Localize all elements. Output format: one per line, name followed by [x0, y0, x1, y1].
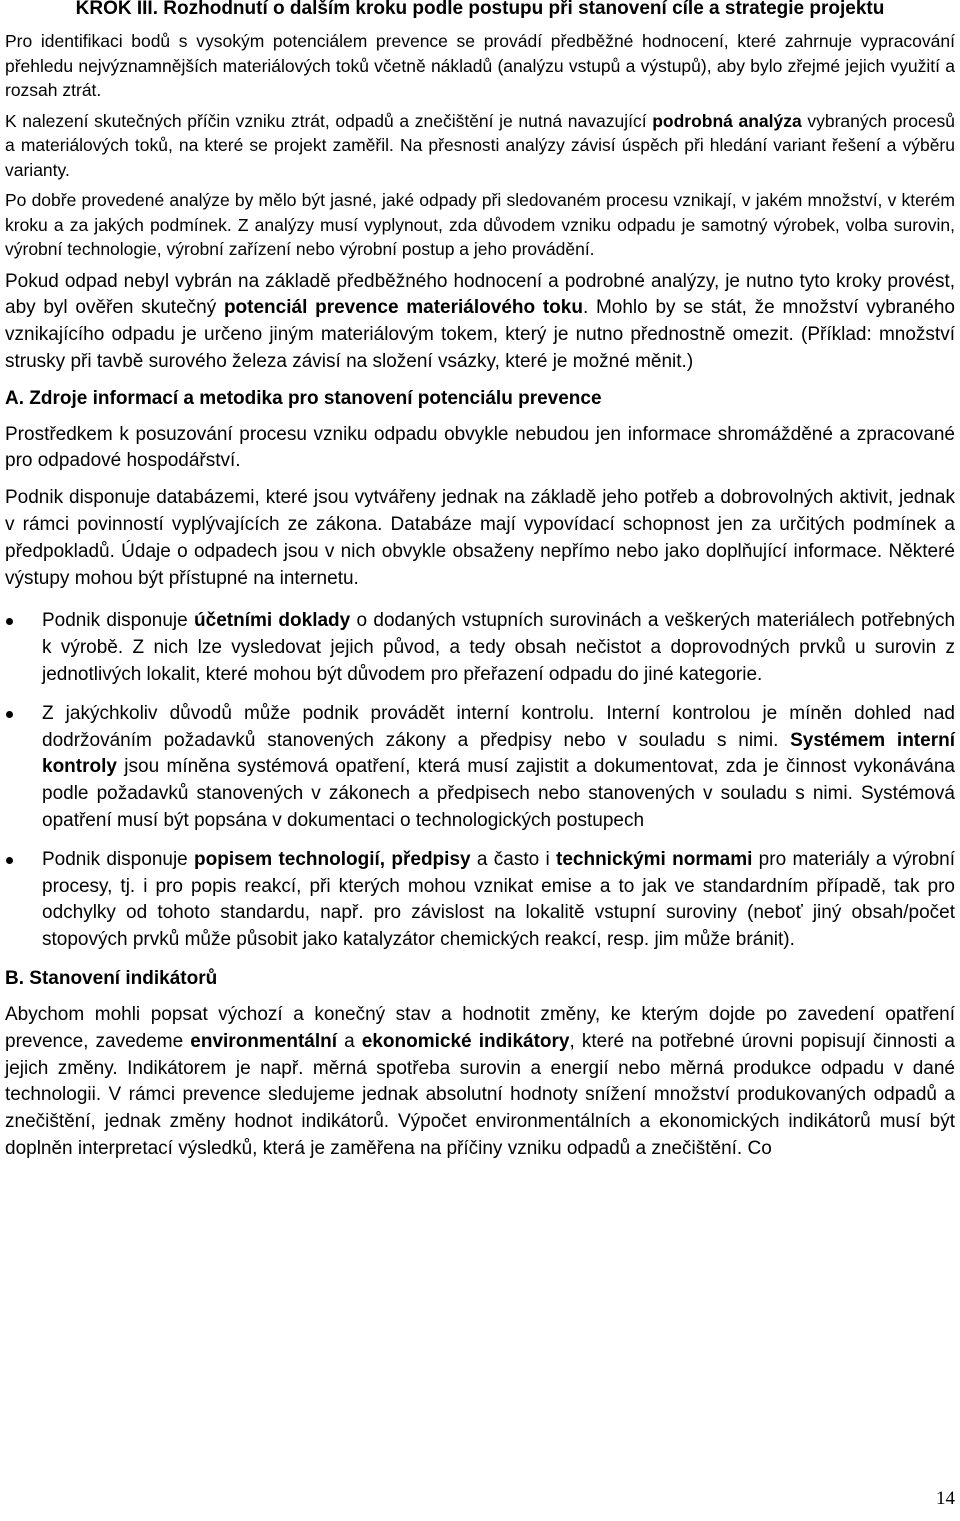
- analysis-paragraph: Po dobře provedené analýze by mělo být jasné, jaké odpady při sledovaném procesu vznikají, v jakém množství, v kterém kroku a za jakých podmínek. Z analýzy musí vyplynout, zda důvodem vzniku odpadu je samotný výrobek, volba surovin, výrobní technologie, výrobní zařízení nebo výrobní postup a jeho provádění.: [5, 190, 955, 259]
- section-a-bullet-list: [5, 608, 955, 954]
- p4-text-before: Pokud odpad nebyl vybrán na základě předběžného hodnocení a podrobné analýzy, je nutno tyto kroky provést, aby byl ověřen skutečný: [5, 270, 955, 319]
- intro-p2-text-after: vybraných procesů a materiálových toků, na které se projekt zaměřil. Na přesnosti analýzy závisí úspěch při hledání variant řešení a výběru varianty.: [5, 110, 955, 180]
- list-item: [5, 608, 955, 688]
- section-b-heading: B. Stanovení indikátorů: [5, 968, 218, 990]
- bullet-icon: [6, 711, 13, 718]
- intro-paragraph-1: Pro identifikaci bodů s vysokým potenciálem prevence se provádí předběžné hodnocení, které zahrnuje vypracování přehledu nejvýznamnějších materiálových toků včetně nákladů (analýzu vstupů a výstupů), aby bylo zřejmé jejich využití a rozsah ztrát.: [5, 31, 955, 100]
- section-a-paragraph-1: Prostředkem k posuzování procesu vzniku odpadu obvykle nebudou jen informace shromážděné a zpracované pro odpadové hospodářství.: [5, 423, 955, 472]
- bullet-2-text-after: jsou míněna systémová opatření, která musí zajistit a dokumentovat, zda je činnost vykonávána podle požadavků stanovených v zákonech a předpisech nebo stanovených v souladu s nimi. Systémová opatření musí být popsána v dokumentaci o technologických postupech: [42, 756, 955, 832]
- heading-step-label: KROK III.: [75, 0, 158, 19]
- intro-paragraph-2: [5, 109, 955, 183]
- list-item: [5, 701, 955, 835]
- intro-p2-text-before: K nalezení skutečných příčin vzniku ztrát, odpadů a znečištění je nutná navazující: [5, 110, 653, 131]
- section-b-text-mid: a: [337, 1030, 362, 1052]
- bullet-2-bold: Systémem interní kontroly: [42, 729, 955, 778]
- bullet-1-bold: účetními doklady: [194, 610, 351, 632]
- bullet-3-bold-2: technickými normami: [556, 848, 753, 870]
- page-heading: [5, 0, 955, 22]
- section-b-bold-1: environmentální: [190, 1030, 338, 1052]
- list-item: [5, 847, 955, 954]
- p4-text-after: . Mohlo by se stát, že množství vybraného vznikajícího odpadu je určeno jiným materiálovým tokem, který je nutno přednostně omezit. (Příklad: množství strusky při tavbě surového železa závisí na složení vsázky, které je možné měnit.): [5, 297, 955, 372]
- bullet-icon: [6, 618, 13, 625]
- bullet-3-text-before: Podnik disponuje: [42, 848, 195, 870]
- intro-p2-bold: podrobná analýza: [652, 110, 802, 131]
- section-a-heading: A. Zdroje informací a metodika pro stanovení potenciálu prevence: [5, 387, 602, 409]
- bullet-1-text-after: o dodaných vstupních surovinách a veškerých materiálech potřebných k výrobě. Z nich lze vysledovat jejich původ, a tedy obsah nečistot a doprovodných prvků u surovin z jednotlivých lokalit, které mohou být důvodem pro přeřazení odpadu do jiné kategorie.: [42, 610, 956, 686]
- heading-step-title: Rozhodnutí o dalším kroku podle postupu při stanovení cíle a strategie projektu: [163, 0, 885, 19]
- section-a-paragraph-2: Podnik disponuje databázemi, které jsou vytvářeny jednak na základě jeho potřeb a dobrovolných aktivit, jednak v rámci povinností vyplývajících ze zákona. Databáze mají vypovídací schopnost jen za určitých podmínek a předpokladů. Údaje o odpadech jsou v nich obvykle obsaženy nepřímo nebo jako doplňující informace. Některé výstupy mohou být přístupné na internetu.: [5, 487, 955, 589]
- bullet-2-text-before: Z jakýchkoliv důvodů může podnik provádět interní kontrolu. Interní kontrolou je míněn dohled nad dodržováním požadavků stanovených zákony a předpisy nebo v souladu s nimi.: [42, 702, 955, 751]
- p4-bold: potenciál prevence materiálového toku: [223, 297, 583, 319]
- bullet-3-text-after: pro materiály a výrobní procesy, tj. i pro popis reakcí, při kterých mohou vznikat emise a to jak ve standardním případě, tak pro odchylky od tohoto standardu, např. pro závislost na lokalitě vstupní suroviny (neboť jiný obsah/počet stopových prvků může působit jako katalyzátor chemických reakcí, resp. jim může bránit).: [42, 848, 955, 951]
- section-b-bold-2: ekonomické indikátory: [361, 1030, 570, 1052]
- section-b-paragraph: [5, 1002, 955, 1163]
- document-page: [5, 0, 955, 1173]
- section-b-text-after: , které na potřebné úrovni popisují činnosti a jejich změny. Indikátorem je např. měrná spotřeba surovin a energií nebo měrná produkce odpadu v dané technologii. V rámci prevence sledujeme jednak absolutní hodnoty snížení množství produkovaných odpadů a znečištění, jednak změny hodnot indikátorů. Výpočet environmentálních a ekonomických indikátorů musí být doplněn interpretací výsledků, která je zaměřena na příčiny vzniku odpadů a znečištění. Co: [5, 1030, 955, 1160]
- bullet-1-text-before: Podnik disponuje: [42, 610, 195, 632]
- page-number: 14: [936, 1488, 955, 1509]
- bullet-3-bold-1: popisem technologií, předpisy: [194, 848, 471, 870]
- bullet-icon: [6, 857, 13, 864]
- potential-paragraph: [5, 269, 955, 376]
- bullet-3-text-middle: a často i: [470, 848, 556, 870]
- section-b-text-before: Abychom mohli popsat výchozí a konečný stav a hodnotit změny, ke kterým dojde po zavedení opatření prevence, zavedeme: [5, 1004, 955, 1052]
